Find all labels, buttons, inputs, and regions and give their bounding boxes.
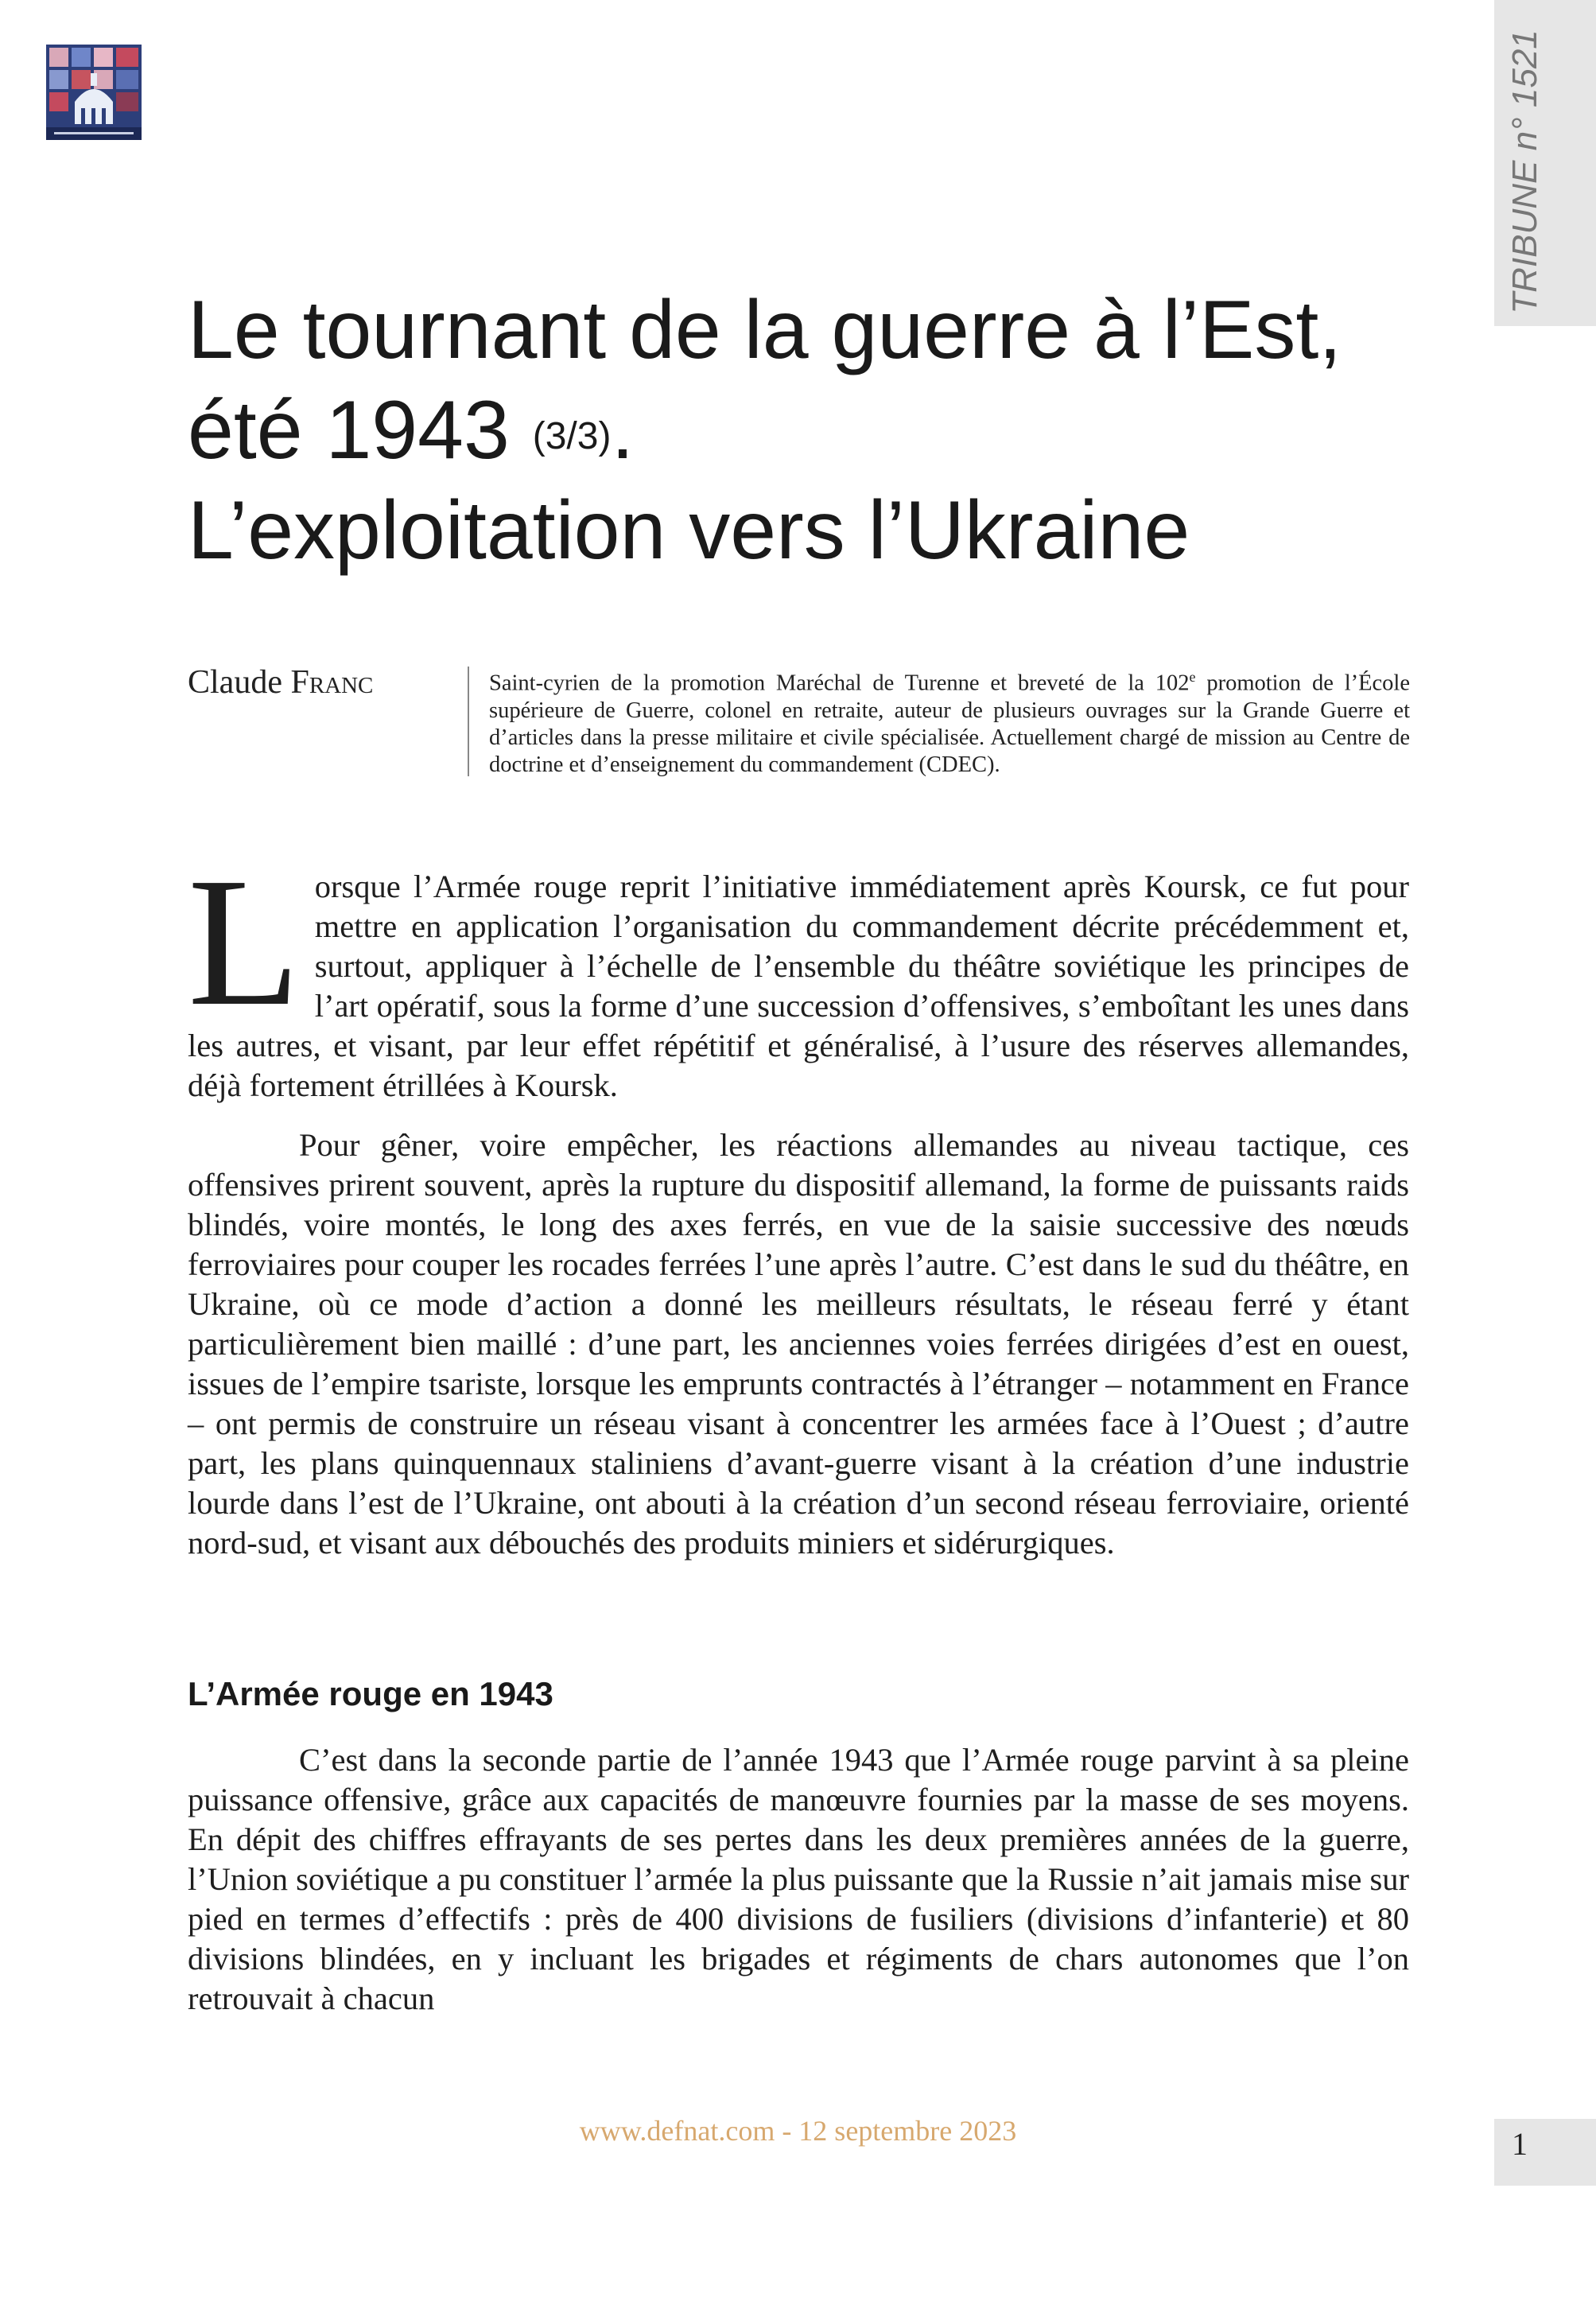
author-bio	[489, 663, 1410, 779]
title-year: été 1943	[188, 384, 510, 476]
paragraph-3: C’est dans la seconde partie de l’année 1943 que l’Armée rouge parvint à sa pleine puissance offensive, grâce aux capacités de manœuvre fournies par la masse de ses moyens. En dépit des chiffres effrayants de ses pertes dans les deux premières années de la guerre, l’Union soviétique a pu constituer l’armée la plus puissante que la Russie n’ait jamais mise sur pied en termes d’effectifs : près de 400 divisions de fusiliers (divisions d’infanterie) et 80 divisions blindées, en y incluant les brigades et régiments de chars autonomes que l’on retrouvait à chacun	[188, 1742, 1409, 2016]
paragraph-2: Pour gêner, voire empêcher, les réactions allemandes au niveau tactique, ces offensives prirent souvent, après la rupture du dispositif allemand, la forme de puissants raids blindés, voire montés, le long des axes ferrés, en vue de la saisie successive des nœuds ferroviaires pour couper les rocades ferrées l’une après l’autre. C’est dans le sud du théâtre, en Ukraine, où ce mode d’action a donné les meilleurs résultats, le réseau ferré y étant particulièrement bien maillé : d’une part, les anciennes voies ferrées dirigées d’est en ouest, issues de l’empire tsariste, lorsque les emprunts contractés à l’étranger – notamment en France – ont permis de construire un réseau visant à concentrer les armées face à l’Ouest ; d’autre part, les plans quinquennaux staliniens d’avant-guerre visant à la création d’une industrie lourde dans l’est de l’Ukraine, ont abouti à la création d’un second réseau ferroviaire, orienté nord-sud, et visant aux débouchés des produits miniers et sidérurgiques.	[188, 1127, 1409, 1561]
page-number: 1	[1512, 2126, 1528, 2162]
bio-superscript: e	[1189, 669, 1196, 685]
bio-text-end: promotion de l’École supérieure de Guerre, colonel en retraite, auteur de plusieurs ouvrages sur la Grande Guerre et d’articles dans la presse militaire et civile spécialisée. Actuellement chargé de mission au Centre de doctrine et d’enseignement du commandement (CDEC).	[489, 670, 1410, 777]
bio-text-start: Saint-cyrien de la promotion Maréchal de Turenne et breveté de la 102	[489, 670, 1190, 696]
title-line-1: Le tournant de la guerre à l’Est,	[188, 284, 1342, 376]
author-last-name: Franc	[290, 664, 374, 701]
section-heading: L’Armée rouge en 1943	[188, 1675, 553, 1712]
author-first-name: Claude	[188, 664, 282, 701]
tribune-label: TRIBUNE n° 1521	[1505, 29, 1544, 314]
title-line-3: L’exploitation vers l’Ukraine	[188, 484, 1190, 577]
page-number-box	[1494, 2119, 1596, 2186]
author-divider	[468, 667, 469, 776]
author-name	[188, 663, 373, 702]
title-part-indicator: (3/3)	[532, 415, 612, 457]
building-logo-icon	[46, 45, 142, 140]
page-title	[188, 280, 1380, 581]
footer-site-date: www.defnat.com - 12 septembre 2023	[579, 2115, 1017, 2147]
publication-logo	[46, 45, 142, 140]
title-period: .	[611, 384, 635, 476]
paragraph-1	[188, 840, 1409, 1106]
drop-cap: L	[188, 840, 301, 1044]
paragraph-1-text: orsque l’Armée rouge reprit l’initiative immédiatement après Koursk, ce fut pour mettre en application l’organisation du commandement décrite précédemment et, surtout, appliquer à l’échelle de l’ensemble du théâtre soviétique les principes de l’art opératif, sous la forme d’une succession d’offensives, s’emboîtant les unes dans les autres, et visant, par leur effet répétitif et généralisé, à l’usure des réserves allemandes, déjà fortement étrillées à Koursk.	[188, 869, 1409, 1103]
title-line-2	[188, 380, 1380, 480]
